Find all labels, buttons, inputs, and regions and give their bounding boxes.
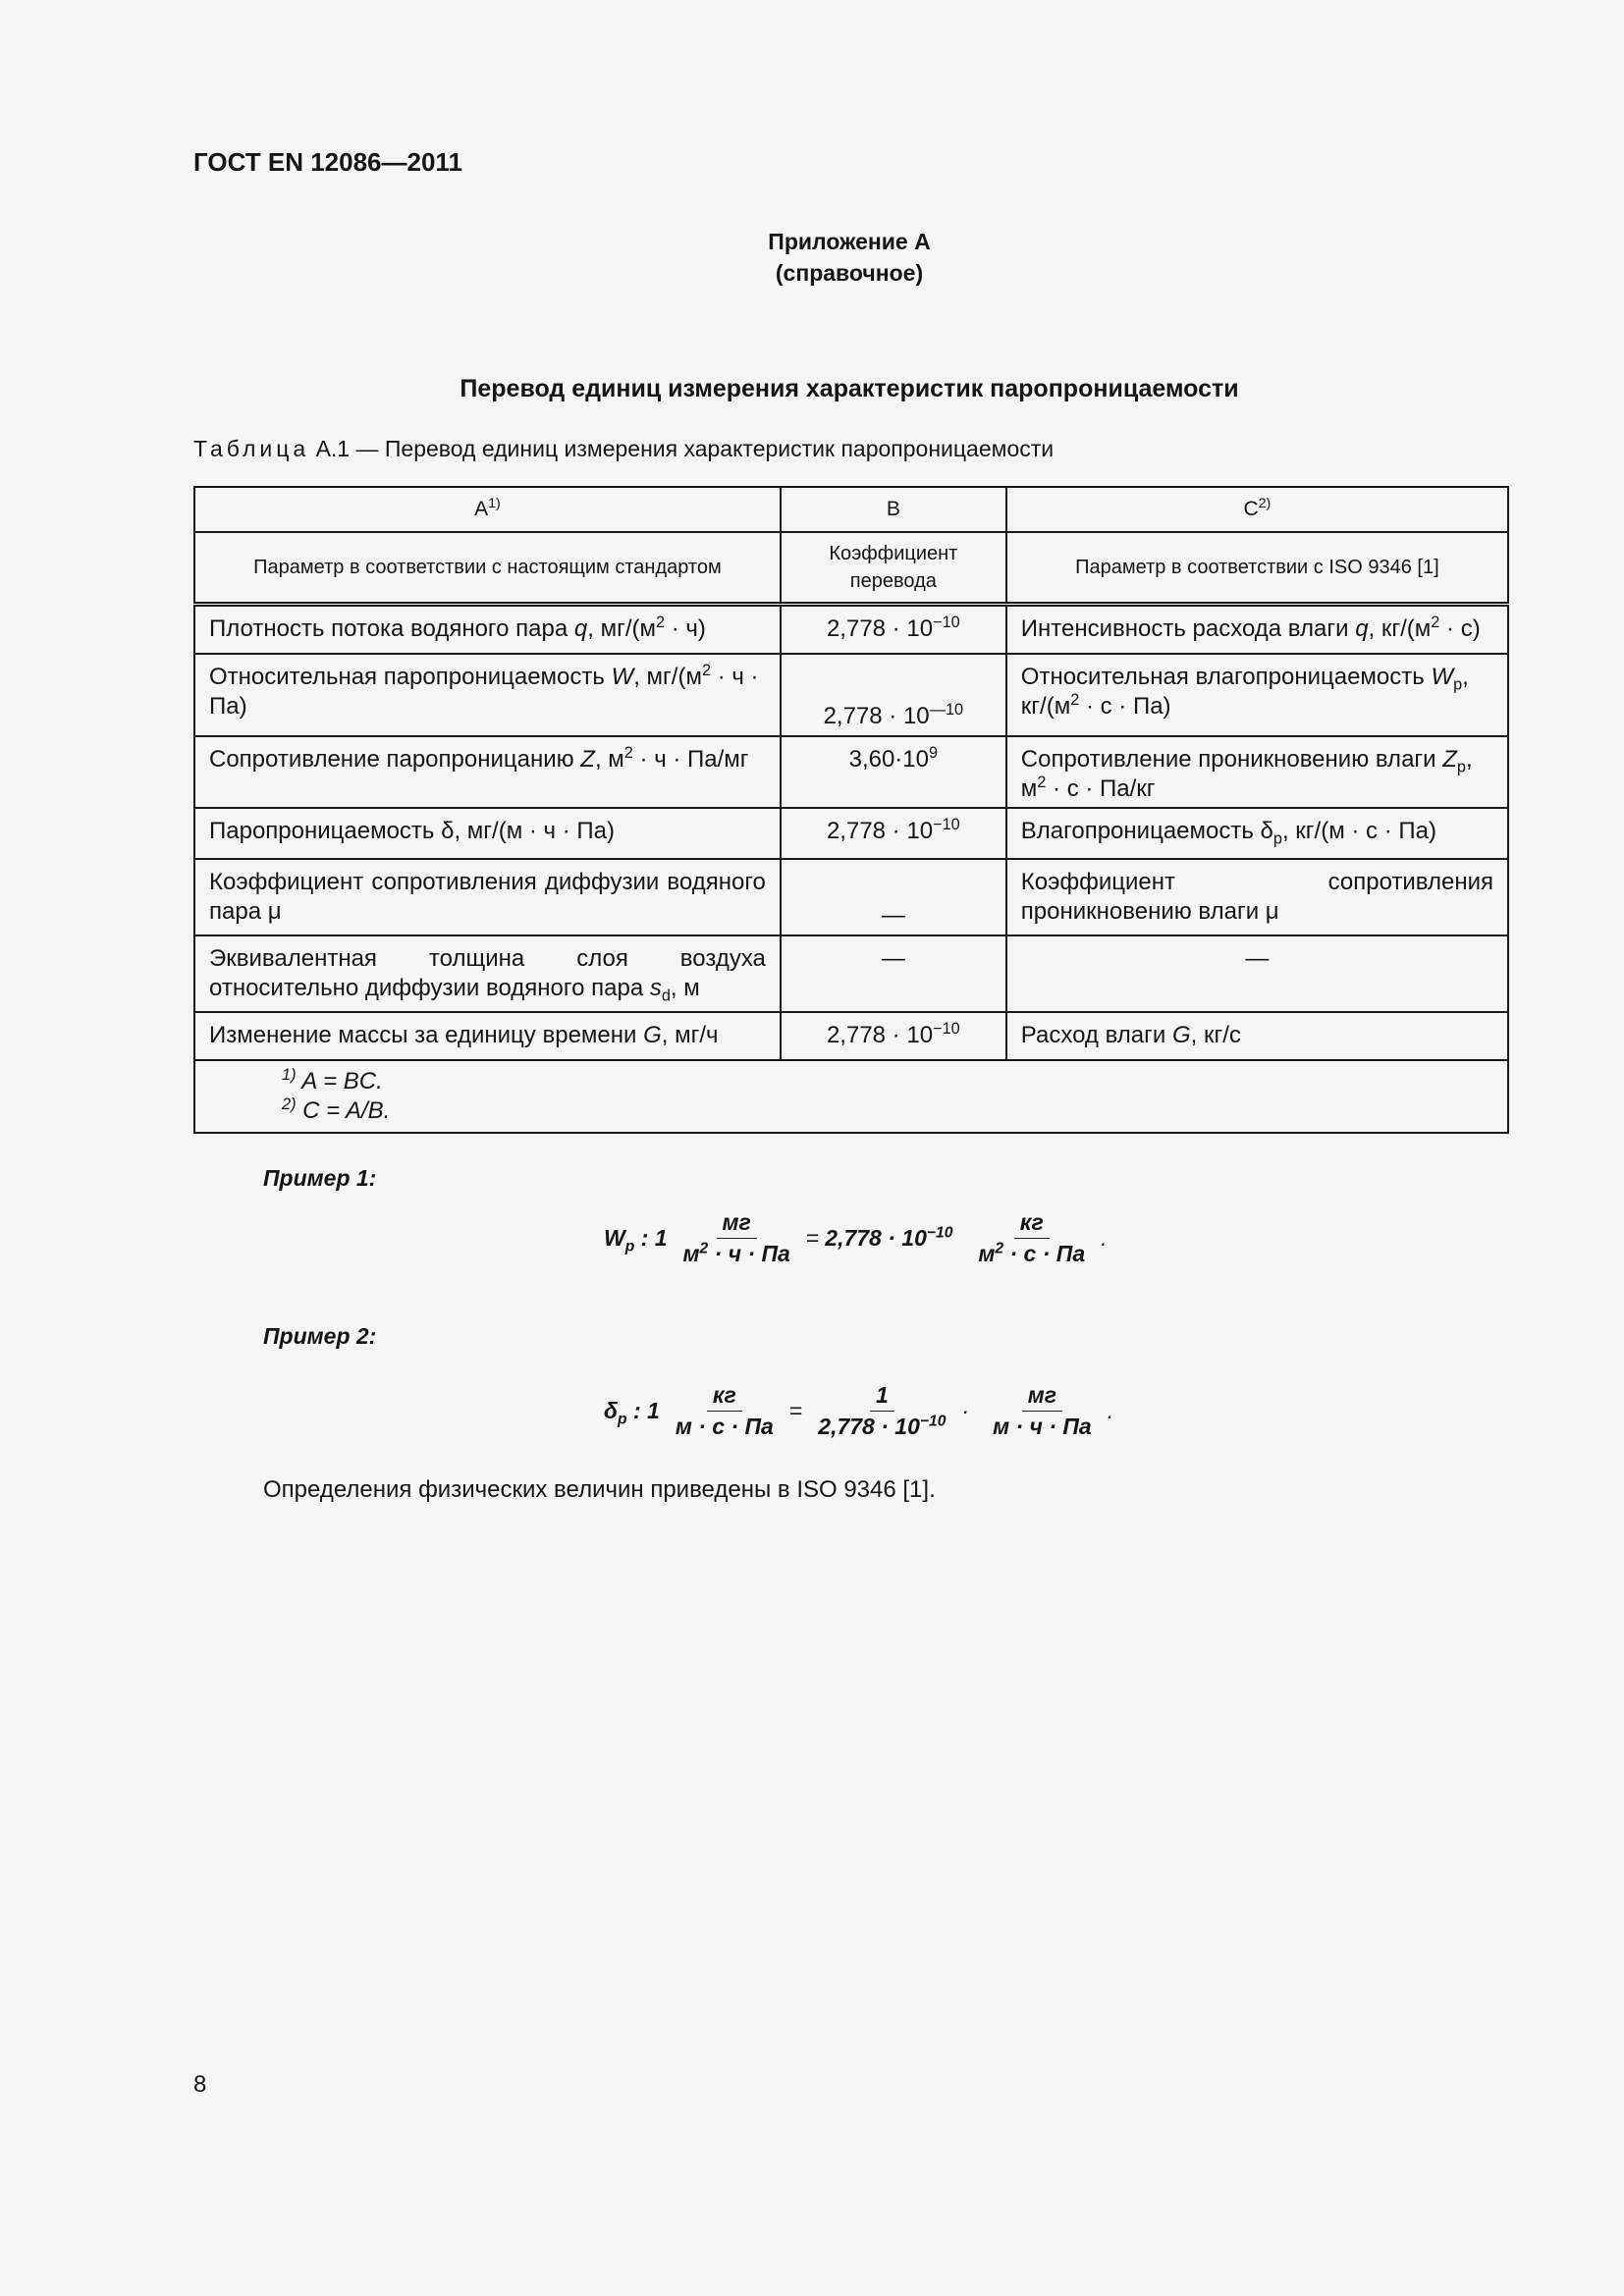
denominator — [812, 1412, 951, 1440]
den-part: · ч · Па — [708, 1241, 790, 1266]
text-segment: −10 — [933, 815, 960, 833]
cell-c — [1006, 1012, 1508, 1060]
numerator: кг — [1014, 1209, 1050, 1239]
den-part: м — [682, 1241, 700, 1266]
text-segment: s — [649, 974, 662, 1001]
text-segment: B — [886, 498, 900, 520]
cell-c — [1006, 808, 1508, 859]
fraction — [812, 1382, 951, 1440]
cell-c — [1006, 605, 1508, 654]
text-segment: —10 — [929, 700, 964, 719]
numerator: мг — [1022, 1382, 1062, 1412]
cell-c — [1006, 654, 1508, 736]
text-segment: G — [643, 1021, 662, 1048]
equals-sign: = — [788, 1398, 803, 1423]
cell-a — [194, 736, 781, 808]
header-c — [1006, 487, 1508, 532]
numerator: кг — [707, 1382, 742, 1412]
text-segment: Коэффициент сопротивления проникновению влаги μ — [1020, 868, 1493, 925]
text-segment: C = A/B. — [296, 1096, 391, 1124]
numerator: 1 — [870, 1382, 894, 1412]
equals-sign: = — [805, 1225, 820, 1251]
formula-1-lhs — [604, 1225, 668, 1255]
footnote-2 — [282, 1096, 1507, 1126]
text-segment: Интенсивность расхода влаги — [1020, 615, 1356, 642]
document-code: ГОСТ EN 12086—2011 — [193, 147, 462, 177]
cell-a — [194, 654, 781, 736]
lhs-sep: : 1 — [634, 1225, 668, 1251]
text-segment: −10 — [933, 1019, 960, 1038]
period: . — [1101, 1225, 1108, 1251]
cell-c — [1006, 736, 1508, 808]
coefficient — [825, 1225, 952, 1252]
cell-b — [781, 654, 1006, 736]
footnotes-row — [194, 1060, 1508, 1133]
text-segment: q — [1355, 615, 1369, 642]
text-segment: · ч · Па) — [209, 663, 759, 720]
caption-label: Таблица — [193, 436, 310, 461]
text-segment: — — [881, 944, 905, 972]
conversion-table — [193, 486, 1509, 1134]
table-row — [194, 654, 1508, 736]
text-segment: 2 — [1431, 614, 1440, 632]
table-row — [194, 736, 1508, 808]
text-segment: · с) — [1439, 615, 1481, 642]
page-number: 8 — [193, 2071, 207, 2098]
table-caption — [193, 436, 1054, 462]
formula-2 — [604, 1382, 1113, 1440]
cell-c — [1006, 859, 1508, 935]
text-segment: Влагопроницаемость δ — [1020, 817, 1273, 844]
den-part: м — [978, 1241, 996, 1266]
den-exp: 2 — [995, 1240, 1004, 1257]
footnotes — [194, 1060, 1508, 1133]
text-segment: 2 — [1037, 773, 1047, 791]
lhs-symbol: W — [604, 1225, 625, 1251]
fraction — [670, 1382, 780, 1440]
denominator — [677, 1239, 796, 1267]
text-segment: W — [611, 663, 634, 690]
lhs-symbol: δ — [604, 1398, 619, 1423]
cell-a — [194, 605, 781, 654]
annex-title: Приложение А — [768, 229, 931, 254]
example-1-label: Пример 1: — [263, 1165, 377, 1191]
text-segment: 2 — [701, 661, 712, 679]
header-desc-row — [194, 532, 1508, 605]
text-segment: 1) — [488, 496, 501, 512]
text-segment: Изменение массы за единицу времени — [209, 1021, 644, 1048]
table-row — [194, 808, 1508, 859]
text-segment: , м — [594, 745, 624, 773]
text-segment: , кг/с — [1190, 1021, 1241, 1048]
header-b — [781, 487, 1006, 532]
formula-1 — [604, 1209, 1108, 1267]
cell-b — [781, 736, 1006, 808]
text-segment: p — [1453, 675, 1463, 694]
text-segment: 2 — [623, 743, 633, 762]
text-segment: Относительная влагопроницаемость — [1020, 663, 1432, 690]
text-segment: , мг/(м — [633, 663, 702, 690]
denominator — [972, 1239, 1091, 1267]
fraction — [972, 1209, 1091, 1267]
text-segment: , мг/(м — [587, 615, 656, 642]
text-segment: , мг/ч — [661, 1021, 719, 1048]
text-segment: Коэффициент сопротивления диффузии водяного пара μ — [209, 868, 766, 925]
cell-b — [781, 1012, 1006, 1060]
text-segment: Паропроницаемость δ, мг/(м · ч · Па) — [209, 817, 615, 844]
cell-a — [194, 859, 781, 935]
text-segment: Плотность потока водяного пара — [209, 615, 574, 642]
cell-b — [781, 808, 1006, 859]
lhs-subscript: p — [624, 1238, 635, 1255]
text-segment: Эквивалентная толщина слоя воздуха относительно диффузии водяного пара — [209, 944, 766, 1001]
header-desc-b — [781, 532, 1006, 605]
text-segment: — — [1245, 944, 1270, 972]
table-row — [194, 859, 1508, 935]
text-segment: · с · Па/кг — [1046, 774, 1156, 802]
table-row — [194, 605, 1508, 654]
denominator: м · ч · Па — [993, 1414, 1092, 1439]
den-part: · с · Па — [1003, 1241, 1086, 1266]
text-segment: 2 — [656, 614, 666, 632]
lhs-subscript: p — [618, 1411, 627, 1428]
denominator: м · с · Па — [675, 1414, 774, 1439]
text-segment: 2,778 · 10 — [826, 615, 934, 642]
coef-exp: −10 — [926, 1224, 953, 1242]
example-2-label: Пример 2: — [263, 1323, 377, 1349]
text-segment: G — [1171, 1021, 1191, 1048]
table-row — [194, 1012, 1508, 1060]
text-segment: p — [1272, 829, 1282, 848]
cell-b — [781, 935, 1006, 1012]
text-segment: · ч · Па/мг — [632, 745, 749, 773]
formula-2-lhs — [604, 1398, 660, 1428]
cell-a — [194, 808, 781, 859]
text-segment: 2,778 · 10 — [826, 817, 934, 844]
text-segment: 2 — [1070, 690, 1080, 709]
cell-c — [1006, 935, 1508, 1012]
coef-base: 2,778 · 10 — [825, 1225, 927, 1251]
text-segment: Коэффициент перевода — [829, 543, 958, 592]
text-segment: · ч) — [665, 615, 706, 642]
header-desc-c — [1006, 532, 1508, 605]
cell-b — [781, 605, 1006, 654]
numerator: мг — [717, 1209, 757, 1239]
fraction — [987, 1382, 1098, 1440]
text-segment: 2,778 · 10 — [823, 702, 930, 729]
annex-heading — [0, 226, 1624, 289]
section-title: Перевод единиц измерения характеристик паропроницаемости — [460, 375, 1239, 402]
cell-a — [194, 1012, 781, 1060]
header-desc-a — [194, 532, 781, 605]
text-segment: A — [474, 498, 489, 520]
definitions-note: Определения физических величин приведены в ISO 9346 [1]. — [263, 1476, 936, 1503]
header-a — [194, 487, 781, 532]
period: . — [1107, 1398, 1114, 1423]
text-segment: 3,60·10 — [848, 745, 929, 773]
fraction — [677, 1209, 796, 1267]
text-segment: −10 — [933, 614, 960, 632]
text-segment: · с · Па) — [1079, 692, 1171, 720]
text-segment: , кг/(м — [1368, 615, 1432, 642]
text-segment: , м — [1020, 745, 1473, 802]
cell-a — [194, 935, 781, 1012]
text-segment: Параметр в соответствии с настоящим стандартом — [253, 557, 722, 578]
cell-b — [781, 859, 1006, 935]
text-segment: A = BC. — [296, 1067, 383, 1095]
text-segment: , кг/(м · с · Па) — [1281, 817, 1436, 844]
text-segment: 1) — [282, 1065, 297, 1084]
text-segment: d — [661, 987, 671, 1005]
table-row — [194, 935, 1508, 1012]
text-segment: Z — [1442, 745, 1457, 773]
text-segment: , кг/(м — [1020, 663, 1469, 720]
text-segment: Относительная паропроницаемость — [209, 663, 612, 690]
annex-status: (справочное) — [775, 260, 924, 286]
text-segment: — — [881, 901, 905, 929]
den-exp: 2 — [699, 1240, 709, 1257]
caption-text: А.1 — Перевод единиц измерения характеристик паропроницаемости — [309, 436, 1055, 461]
text-segment: q — [573, 615, 588, 642]
text-segment: , м — [670, 974, 700, 1001]
text-segment: Сопротивление проникновению влаги — [1020, 745, 1443, 773]
den-base: 2,778 · 10 — [818, 1414, 920, 1439]
header-letters-row — [194, 487, 1508, 532]
text-segment: Z — [580, 745, 595, 773]
text-segment: Расход влаги — [1020, 1021, 1172, 1048]
text-segment: Параметр в соответствии с ISO 9346 [1] — [1075, 557, 1439, 578]
text-segment: C — [1243, 498, 1259, 520]
text-segment: 2) — [1258, 496, 1272, 512]
text-segment: 2) — [282, 1095, 297, 1113]
lhs-sep: : 1 — [626, 1398, 660, 1423]
text-segment: 2,778 · 10 — [826, 1021, 934, 1048]
text-segment: 9 — [929, 743, 939, 762]
den-exp: −10 — [919, 1413, 947, 1430]
text-segment: p — [1456, 758, 1466, 776]
multiply-dot: · — [961, 1398, 970, 1423]
text-segment: Сопротивление паропроницанию — [209, 745, 581, 773]
footnote-1 — [282, 1067, 1507, 1096]
text-segment: W — [1431, 663, 1454, 690]
